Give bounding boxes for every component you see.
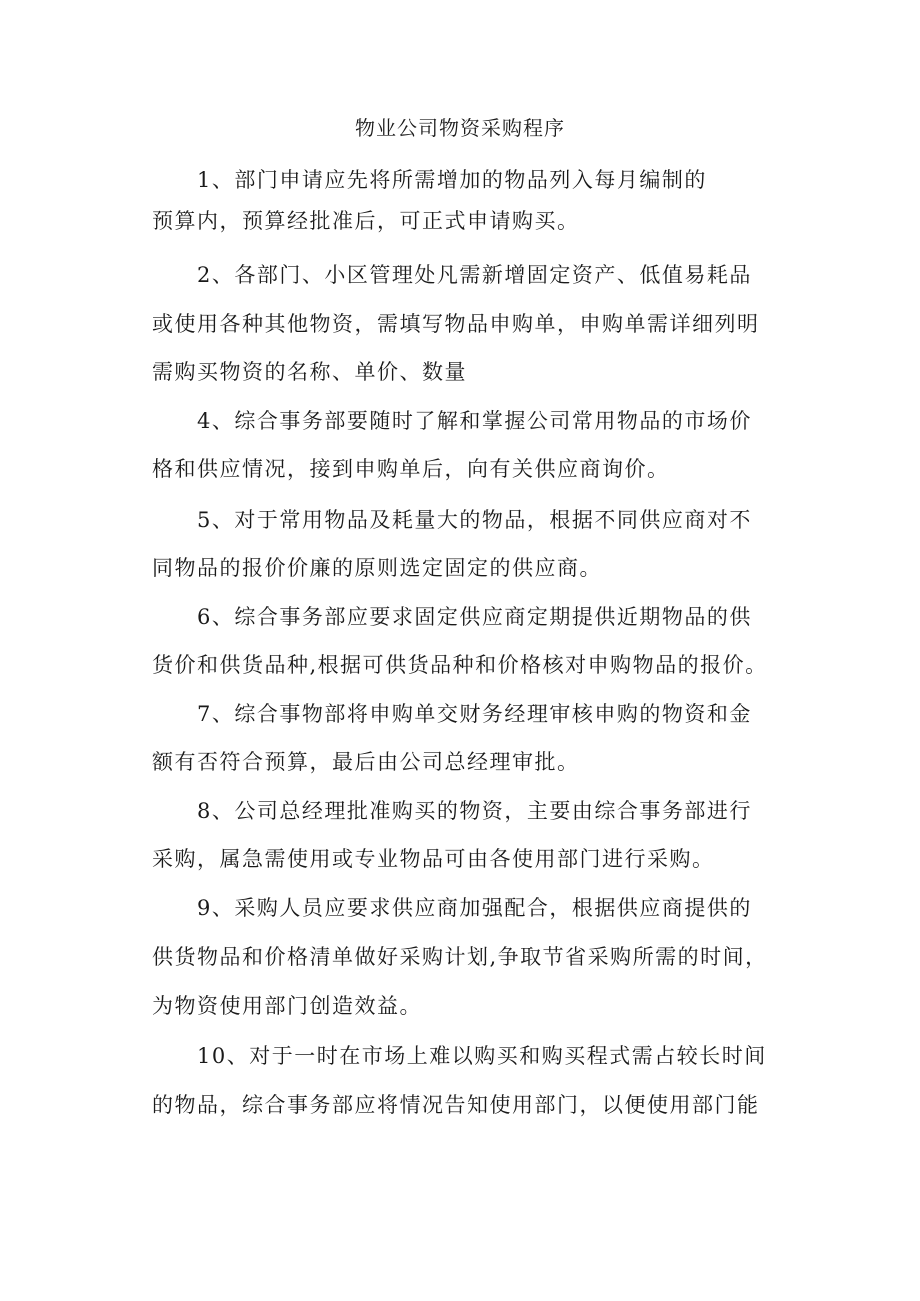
paragraph-line: 预算内，预算经批准后，可正式申请购买。 [152,209,580,233]
paragraph-line: 6、综合事务部应要求固定供应商定期提供近期物品的供 [197,605,752,629]
paragraph-line: 货价和供货品种,根据可供货品种和价格核对申购物品的报价。 [152,653,768,677]
paragraph-line: 额有否符合预算，最后由公司总经理审批。 [152,750,580,774]
paragraph-line: 2、各部门、小区管理处凡需新增固定资产、低值易耗品 [197,263,752,287]
paragraph-line: 9、采购人员应要求供应商加强配合，根据供应商提供的 [197,896,752,920]
paragraph-line: 采购，属急需使用或专业物品可由各使用部门进行采购。 [152,847,715,871]
paragraph-line: 4、综合事务部要随时了解和掌握公司常用物品的市场价 [197,409,752,433]
paragraph-line: 1、部门申请应先将所需增加的物品列入每月编制的 [197,168,707,192]
paragraph-line: 同物品的报价价廉的原则选定固定的供应商。 [152,556,602,580]
paragraph-line: 需购买物资的名称、单价、数量 [152,360,467,384]
paragraph-line: 或使用各种其他物资，需填写物品申购单，申购单需详细列明 [152,312,760,336]
paragraph-line: 8、公司总经理批准购买的物资，主要由综合事务部进行 [197,799,752,823]
document-title: 物业公司物资采购程序 [355,116,565,140]
paragraph-line: 的物品，综合事务部应将情况告知使用部门，以便使用部门能 [152,1093,760,1117]
paragraph-line: 供货物品和价格清单做好采购计划,争取节省采购所需的时间， [152,945,768,969]
paragraph-line: 5、对于常用物品及耗量大的物品，根据不同供应商对不 [197,508,752,532]
paragraph-line: 为物资使用部门创造效益。 [152,994,422,1018]
paragraph-line: 格和供应情况，接到申购单后，向有关供应商询价。 [152,457,670,481]
paragraph-line: 10、对于一时在市场上难以购买和购买程式需占较长时间 [197,1044,767,1068]
paragraph-line: 7、综合事物部将申购单交财务经理审核申购的物资和金 [197,702,752,726]
